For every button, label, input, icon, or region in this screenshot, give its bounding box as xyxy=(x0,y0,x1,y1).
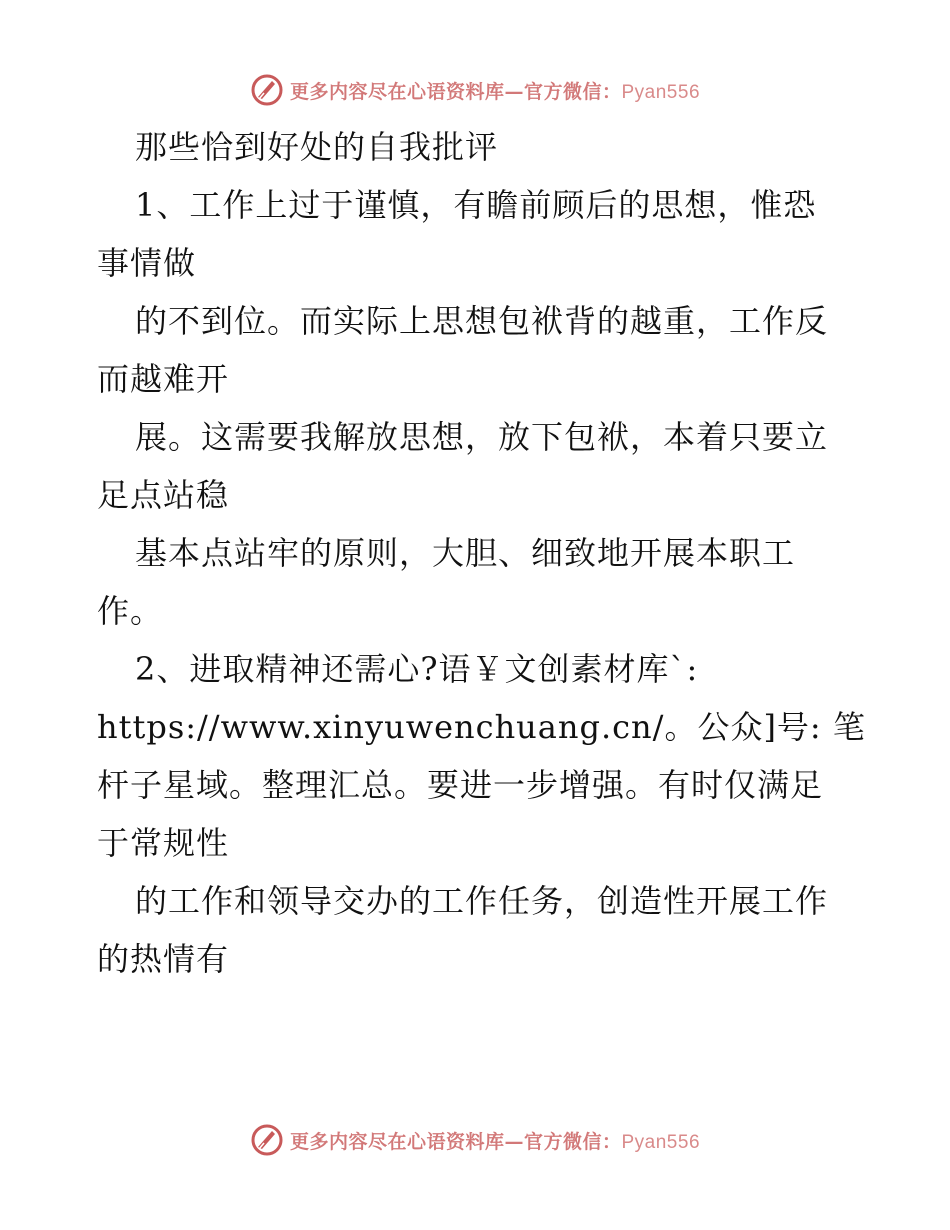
document-body xyxy=(97,118,866,988)
text-line: 而越难开 xyxy=(97,360,230,398)
text-line: 的热情有 xyxy=(97,940,230,978)
text-line: 足点站稳 xyxy=(97,476,230,514)
text-line: 事情做 xyxy=(97,244,197,282)
wechat-id: Pyan556 xyxy=(621,1131,701,1153)
text-line: 杆子星域。整理汇总。要进一步增强。有时仅满足 xyxy=(97,766,824,804)
quill-logo-icon xyxy=(250,1123,284,1157)
text-line: 作。 xyxy=(97,592,164,630)
text-line: 1、工作上过于谨慎，有瞻前顾后的思想，惟恐 xyxy=(135,186,817,224)
quill-logo-icon xyxy=(250,73,284,107)
text-line: 展。这需要我解放思想，放下包袱，本着只要立 xyxy=(135,418,829,456)
document-title: 那些恰到好处的自我批评 xyxy=(135,128,499,166)
text-line: 的不到位。而实际上思想包袱背的越重，工作反 xyxy=(135,302,829,340)
url-line: https://www.xinyuwenchuang.cn/。公众]号: 笔 xyxy=(97,708,866,746)
text-line: 2、进取精神还需心?语￥文创素材库`: xyxy=(135,650,699,688)
watermark-text: 更多内容尽在心语资料库—官方微信：Pyan556 xyxy=(289,80,701,103)
text-line: 基本点站牢的原则，大胆、细致地开展本职工 xyxy=(135,534,796,572)
header-watermark xyxy=(0,70,950,110)
watermark-text: 更多内容尽在心语资料库—官方微信：Pyan556 xyxy=(289,1130,701,1153)
text-line: 于常规性 xyxy=(97,824,230,862)
footer-watermark xyxy=(0,1120,950,1160)
text-line: 的工作和领导交办的工作任务，创造性开展工作 xyxy=(135,882,829,920)
wechat-id: Pyan556 xyxy=(621,81,701,103)
